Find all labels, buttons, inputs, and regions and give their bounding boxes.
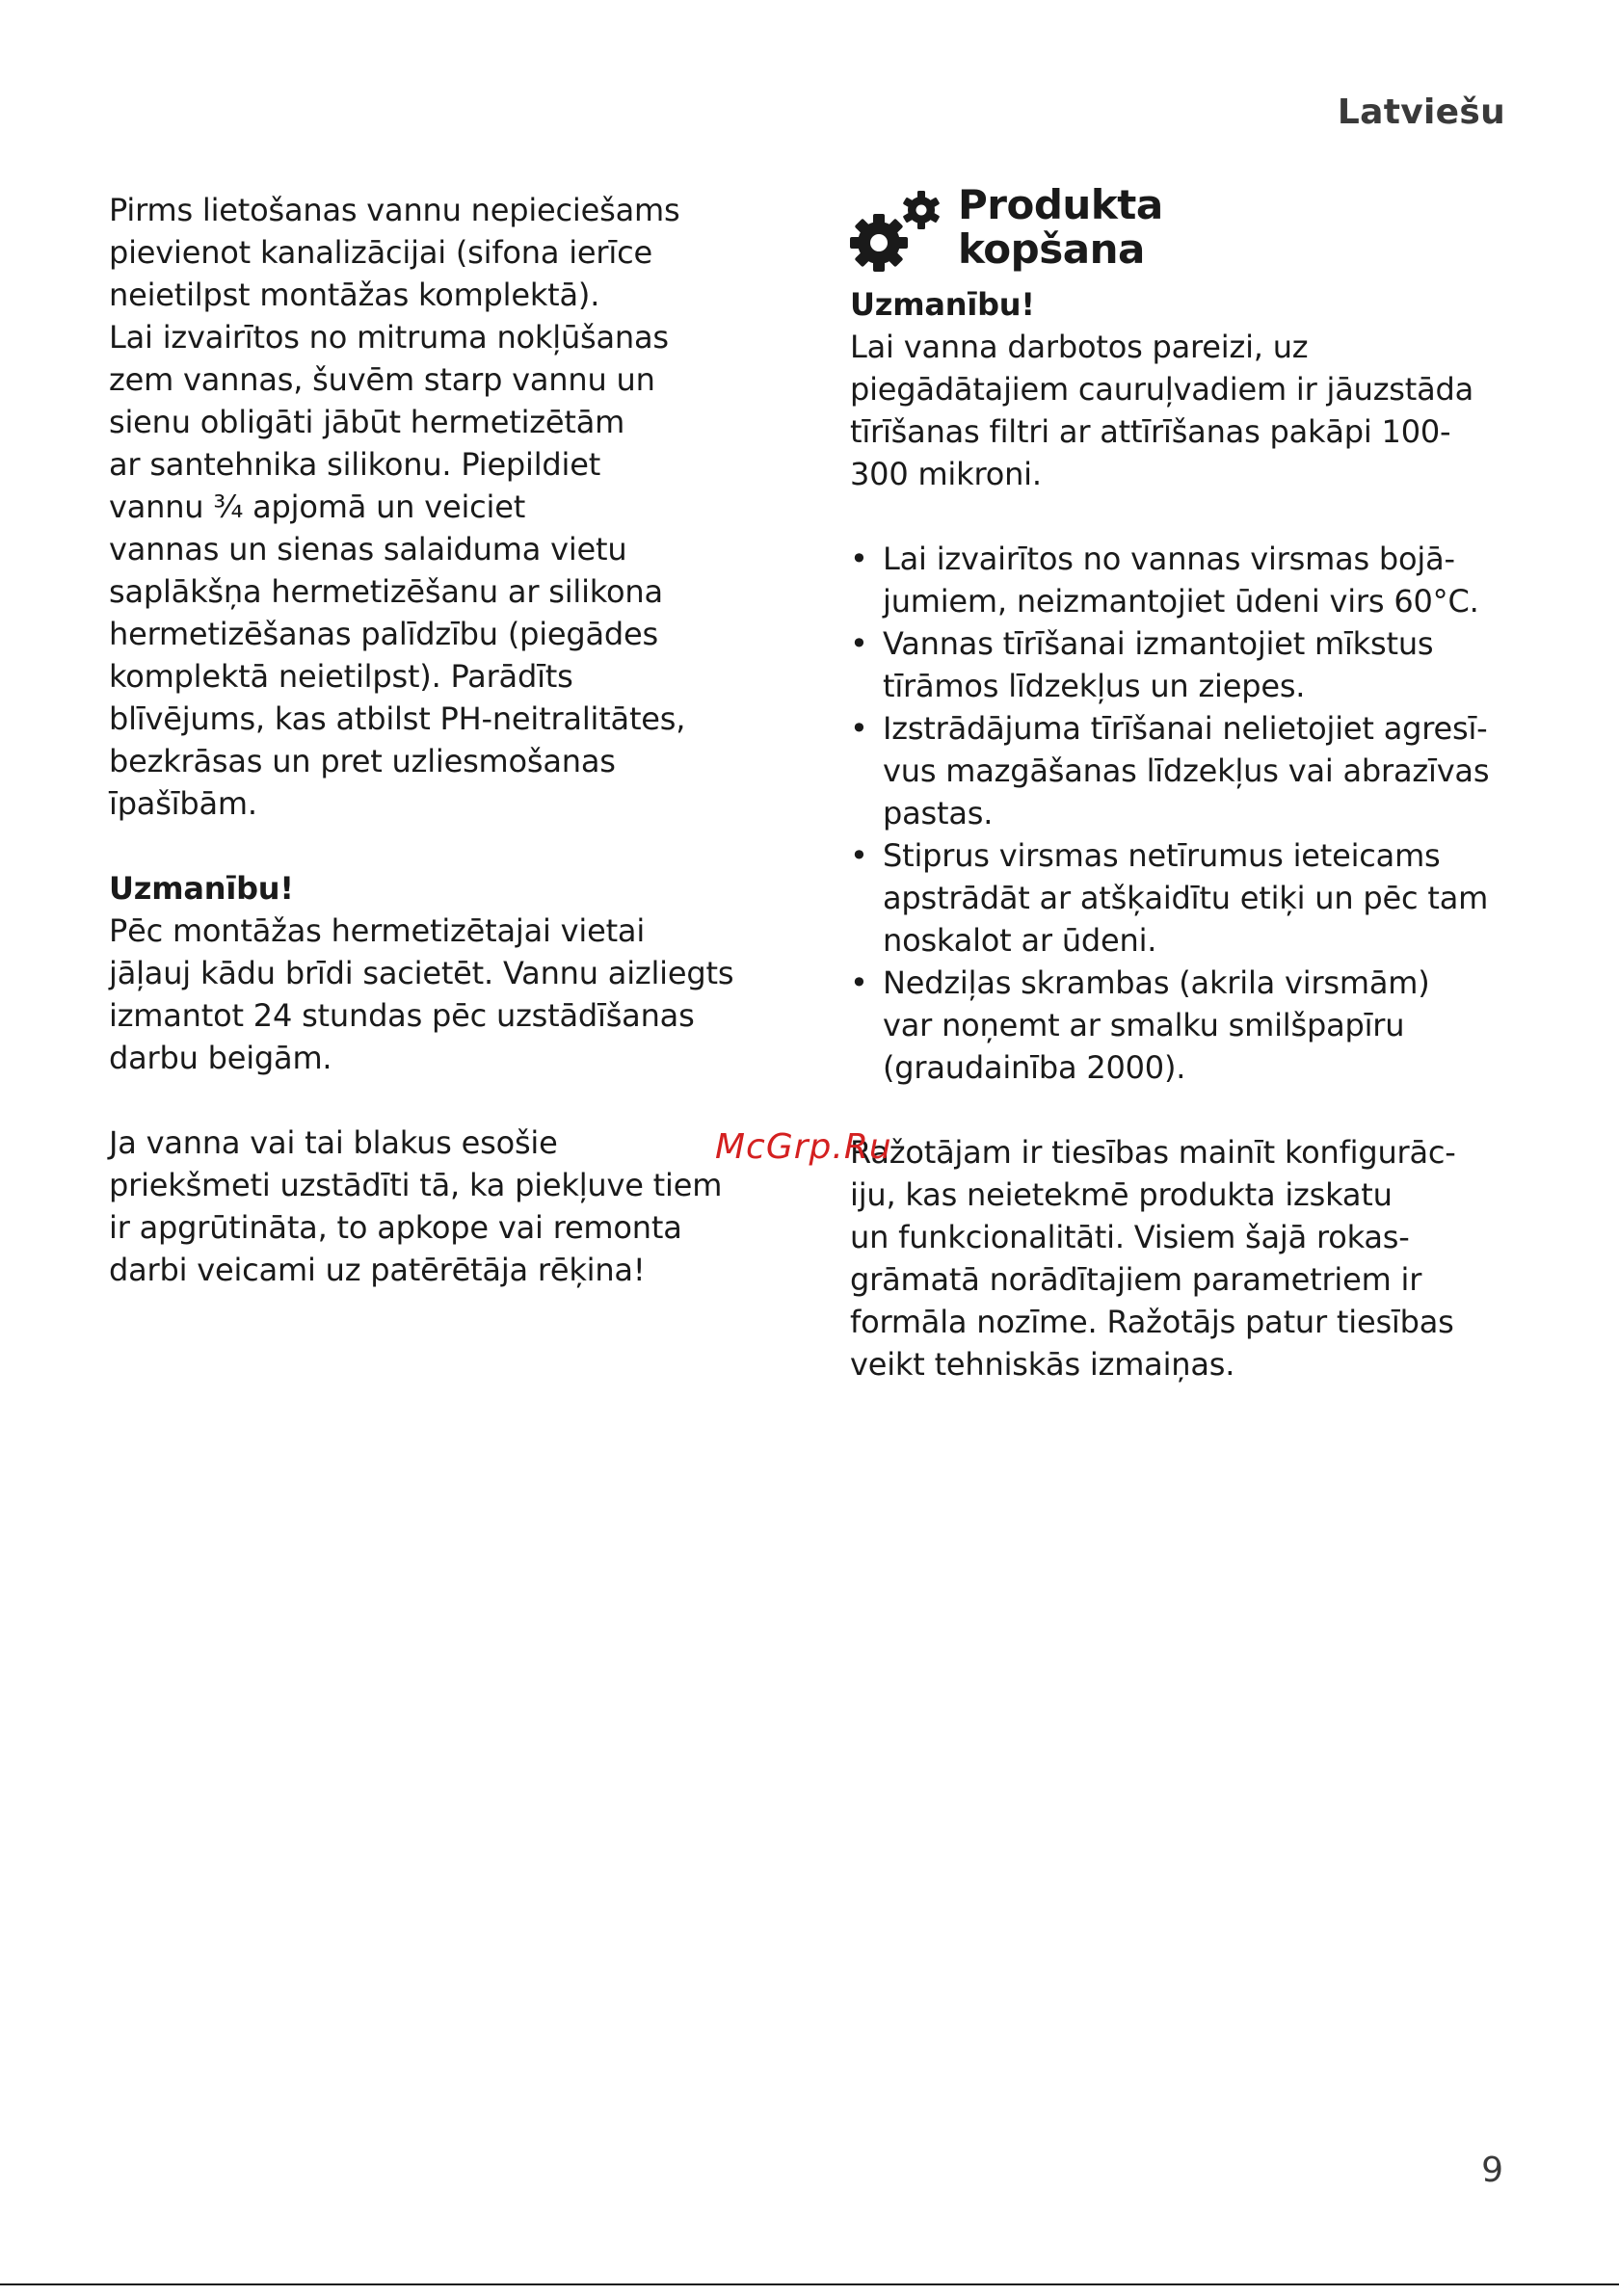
text-line: noskalot ar ūdeni. [883, 922, 1157, 959]
text-line: tīrīšanas filtri ar attīrīšanas pakāpi 100- [850, 413, 1451, 450]
text-line: sienu obligāti jābūt hermetizētām [109, 404, 625, 440]
text-line: Nedziļas skrambas (akrila virsmām) [883, 964, 1430, 1001]
text-line: jāļauj kādu brīdi sacietēt. Vannu aizliegts [109, 955, 734, 991]
text-line: apstrādāt ar atšķaidītu etiķi un pēc tam [883, 880, 1489, 916]
right-column [850, 181, 1515, 1386]
text-line: hermetizēšanas palīdzību (piegādes [109, 616, 658, 652]
text-line: un funkcionalitāti. Visiem šajā rokas- [850, 1219, 1410, 1255]
installation-paragraph [109, 189, 783, 825]
list-item [850, 538, 1515, 622]
watermark: McGrp.Ru [715, 1127, 892, 1167]
text-line: pastas. [883, 795, 994, 831]
warning-title: Uzmanību! [109, 870, 294, 907]
bottom-rule [0, 2283, 1619, 2285]
text-line: Pēc montāžas hermetizētajai vietai [109, 912, 646, 949]
text-line: iju, kas neietekmē produkta izskatu [850, 1176, 1393, 1213]
text-line: vannas un sienas salaiduma vietu [109, 531, 627, 567]
text-line: jumiem, neizmantojiet ūdeni virs 60°C. [883, 583, 1479, 620]
maintenance-access-paragraph [109, 1122, 783, 1291]
text-line: zem vannas, šuvēm starp vannu un [109, 361, 655, 398]
list-item [850, 962, 1515, 1089]
care-instructions-list [850, 538, 1515, 1089]
section-title [958, 183, 1247, 272]
text-line: blīvējums, kas atbilst PH-neitralitātes, [109, 700, 686, 737]
left-column [109, 189, 783, 1291]
text-line: darbu beigām. [109, 1040, 332, 1076]
list-item [850, 707, 1515, 834]
section-title-line: Produkta [958, 181, 1163, 228]
section-header [850, 181, 1515, 281]
page-number: 9 [1481, 2151, 1503, 2190]
text-line: veikt tehniskās izmaiņas. [850, 1346, 1235, 1383]
text-line: komplektā neietilpst). Parādīts [109, 658, 573, 695]
text-line: formāla nozīme. Ražotājs patur tiesības [850, 1304, 1454, 1340]
text-line: vus mazgāšanas līdzekļus vai abrazīvas [883, 752, 1490, 789]
text-line: tīrāmos līdzekļus un ziepes. [883, 668, 1306, 704]
text-line: var noņemt ar smalku smilšpapīru [883, 1007, 1405, 1043]
text-line: Ja vanna vai tai blakus esošie [109, 1124, 558, 1161]
text-line: 300 mikroni. [850, 456, 1042, 492]
text-line: Stiprus virsmas netīrumus ieteicams [883, 837, 1441, 874]
warning-title: Uzmanību! [850, 286, 1035, 323]
text-line: neietilpst montāžas komplektā). [109, 277, 600, 313]
text-line: īpašībām. [109, 785, 257, 822]
text-line: Pirms lietošanas vannu nepieciešams [109, 192, 680, 228]
text-line: bezkrāsas un pret uzliesmošanas [109, 743, 616, 779]
list-item [850, 834, 1515, 962]
text-line: (graudainība 2000). [883, 1049, 1186, 1086]
text-line: Lai vanna darbotos pareizi, uz [850, 329, 1309, 365]
text-line: Izstrādājuma tīrīšanai nelietojiet agresī- [883, 710, 1488, 747]
list-item [850, 622, 1515, 707]
gears-icon [846, 185, 952, 281]
page-language-label: Latviešu [1337, 92, 1505, 132]
text-line: grāmatā norādītajiem parametriem ir [850, 1261, 1422, 1298]
text-line: Ražotājam ir tiesības mainīt konfigurāc- [850, 1134, 1456, 1171]
section-title-line: kopšana [958, 225, 1145, 273]
text-line: Lai izvairītos no mitruma nokļūšanas [109, 319, 669, 356]
text-line: Vannas tīrīšanai izmantojiet mīkstus [883, 625, 1434, 662]
text-line: ar santehnika silikonu. Piepildiet [109, 446, 601, 483]
manufacturer-rights-paragraph [850, 1131, 1515, 1386]
text-line: vannu ¾ apjomā un veiciet [109, 488, 526, 525]
text-line: izmantot 24 stundas pēc uzstādīšanas [109, 997, 695, 1034]
warning-block [850, 283, 1515, 495]
text-line: priekšmeti uzstādīti tā, ka piekļuve tiem [109, 1167, 723, 1203]
text-line: Lai izvairītos no vannas virsmas bojā- [883, 541, 1455, 577]
warning-block [109, 867, 783, 1079]
text-line: piegādātajiem cauruļvadiem ir jāuzstāda [850, 371, 1474, 408]
text-line: darbi veicami uz patērētāja rēķina! [109, 1252, 646, 1288]
text-line: ir apgrūtināta, to apkope vai remonta [109, 1209, 682, 1246]
text-line: saplākšņa hermetizēšanu ar silikona [109, 573, 663, 610]
text-line: pievienot kanalizācijai (sifona ierīce [109, 234, 652, 271]
